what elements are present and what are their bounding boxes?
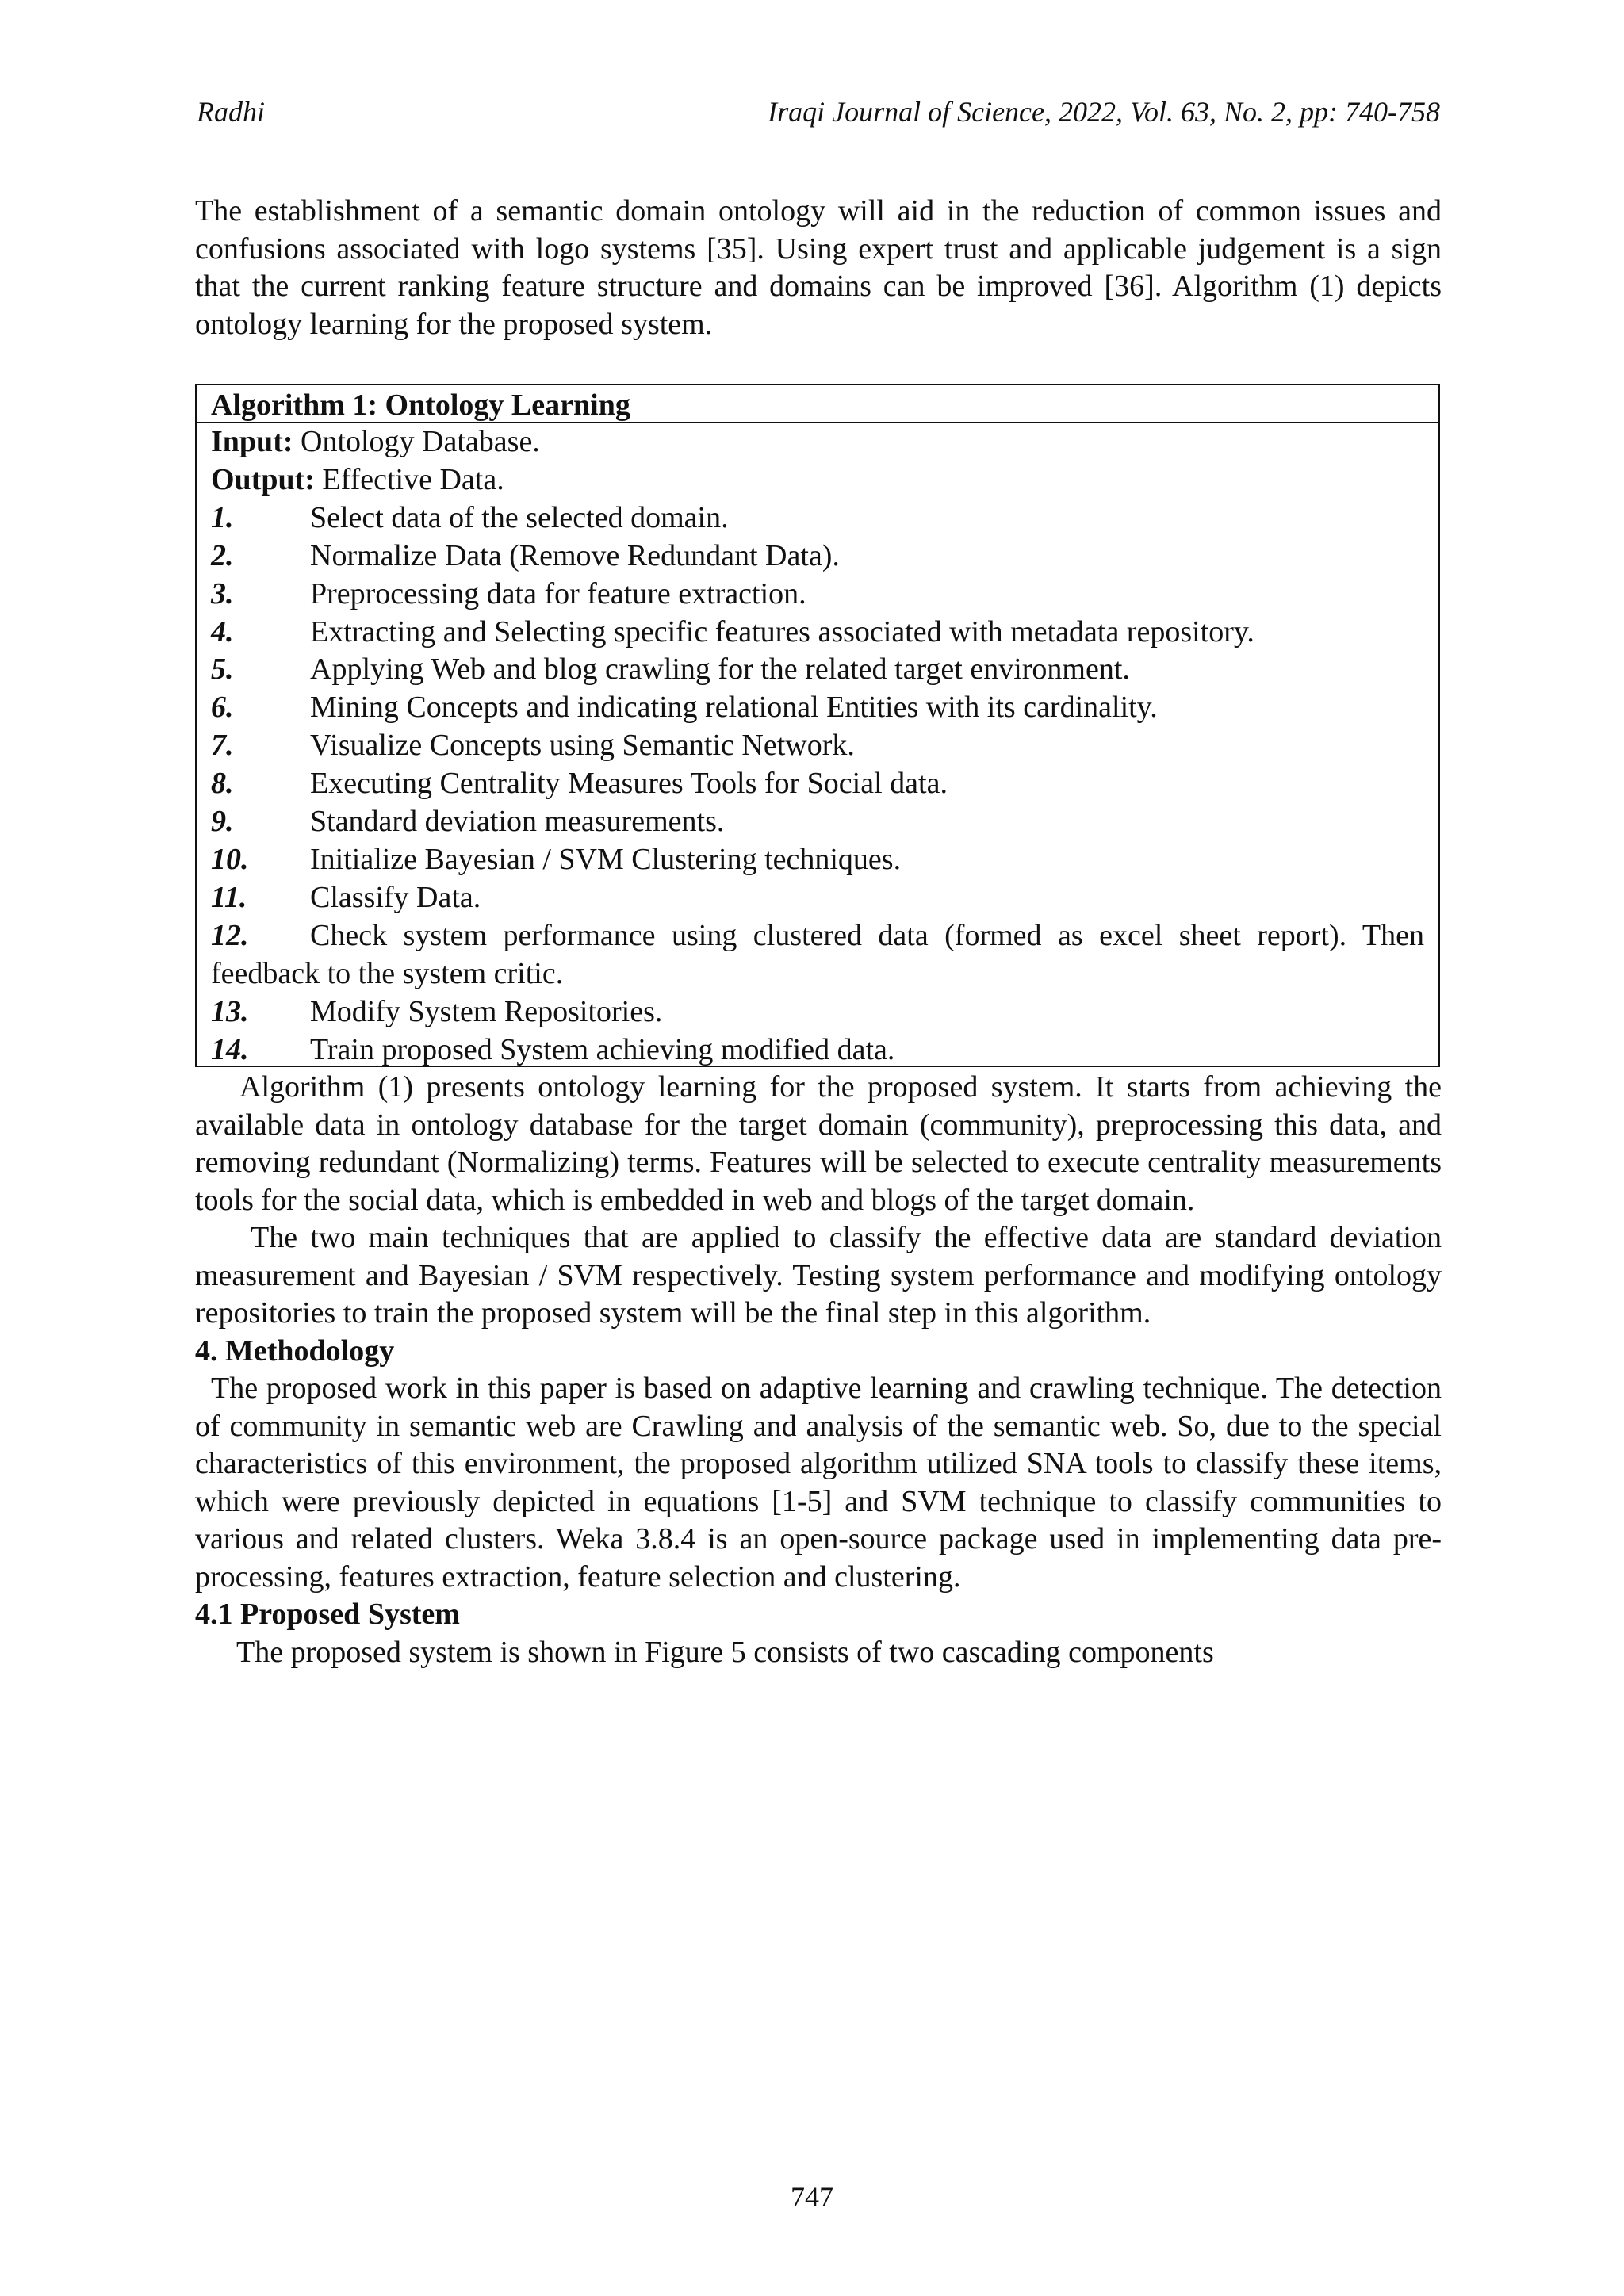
algorithm-body	[197, 423, 1438, 1069]
algorithm-step-text: Train proposed System achieving modified data.	[310, 1032, 895, 1066]
algorithm-step	[211, 917, 1424, 993]
algorithm-step	[211, 879, 1424, 917]
algorithm-step	[211, 499, 1424, 538]
algorithm-step	[211, 1031, 1424, 1070]
algorithm-step-number: 2.	[211, 538, 234, 572]
proposed-system-paragraph: The proposed system is shown in Figure 5 consists of two cascading components	[236, 1635, 1214, 1669]
algorithm-step-number: 14.	[211, 1032, 249, 1066]
algorithm-step-text: Modify System Repositories.	[310, 994, 663, 1028]
algorithm-output	[211, 461, 1424, 499]
algorithm-step-text: Standard deviation measurements.	[310, 805, 725, 839]
algorithm-step-number: 6.	[211, 691, 234, 725]
algorithm-input	[211, 423, 1424, 461]
intro-paragraph: The establishment of a semantic domain ontology will aid in the reduction of common issues and confusions associated with logo systems [35]. Using expert trust and applicable judgement is a sign that the current ranking feature structure and domains can be improved [36]. Algorithm (1) depicts ontology learning for the proposed system.	[195, 194, 1442, 341]
input-value: Ontology Database.	[293, 425, 540, 458]
algorithm-step-number: 1.	[211, 500, 234, 534]
algorithm-step-text: Initialize Bayesian / SVM Clustering techniques.	[310, 842, 902, 876]
body-section	[195, 1069, 1442, 1671]
algorithm-step-text: Mining Concepts and indicating relational Entities with its cardinality.	[310, 691, 1158, 725]
running-header-author: Radhi	[197, 96, 265, 128]
algorithm-step-number: 8.	[211, 767, 234, 801]
intro-section	[195, 193, 1442, 343]
algorithm-step-number: 4.	[211, 614, 234, 649]
output-value: Effective Data.	[314, 462, 504, 496]
running-header-journal: Iraqi Journal of Science, 2022, Vol. 63, No. 2, pp: 740-758	[768, 96, 1440, 128]
algorithm-step-number: 5.	[211, 652, 234, 687]
algorithm-step-text: Classify Data.	[310, 880, 481, 914]
methodology-heading: 4. Methodology	[195, 1334, 395, 1368]
algorithm-step-number: 11.	[211, 880, 247, 914]
algorithm-step	[211, 727, 1424, 765]
algorithm-step	[211, 538, 1424, 576]
page-number: 747	[791, 2181, 833, 2213]
algorithm-step-text: Check system performance using clustered data (formed as excel sheet report). Then feedback to the system critic.	[211, 918, 1424, 990]
algorithm-box	[195, 384, 1440, 1067]
algorithm-step	[211, 614, 1424, 652]
algorithm-title: Algorithm 1: Ontology Learning	[197, 385, 1438, 423]
algorithm-step-number: 7.	[211, 729, 234, 763]
algorithm-step	[211, 993, 1424, 1031]
input-label: Input:	[211, 425, 293, 458]
algorithm-step-text: Select data of the selected domain.	[310, 500, 729, 534]
algorithm-step-number: 9.	[211, 805, 234, 839]
methodology-paragraph: The proposed work in this paper is based on adaptive learning and crawling technique. The detection of community in semantic web are Crawling and analysis of the semantic web. So, due to the special characteristics of this environment, the proposed algorithm utilized SNA tools to classify these items, which were previously depicted in equations [1-5] and SVM technique to classify communities to various and related clusters. Weka 3.8.4 is an open-source package used in implementing data pre-processing, features extraction, feature selection and clustering.	[195, 1372, 1442, 1594]
algorithm-step-number: 12.	[211, 918, 249, 952]
algorithm-step-text: Extracting and Selecting specific features associated with metadata repository.	[310, 614, 1254, 649]
algorithm-step-text: Normalize Data (Remove Redundant Data).	[310, 538, 840, 572]
algorithm-step-text: Visualize Concepts using Semantic Network.	[310, 729, 855, 763]
algorithm-step	[211, 651, 1424, 689]
algorithm-step-number: 10.	[211, 842, 249, 876]
algorithm-steps	[211, 499, 1424, 1070]
techniques-paragraph: The two main techniques that are applied to classify the effective data are standard deviation measurement and Bayesian / SVM respectively. Testing system performance and modifying ontology repositories to train the proposed system will be the final step in this algorithm.	[195, 1221, 1442, 1330]
algorithm-step-number: 13.	[211, 994, 249, 1028]
output-label: Output:	[211, 462, 315, 496]
algorithm-step	[211, 689, 1424, 727]
algorithm-step-number: 3.	[211, 576, 234, 610]
algorithm-step	[211, 803, 1424, 841]
algorithm-step-text: Executing Centrality Measures Tools for Social data.	[310, 767, 948, 801]
algorithm-step	[211, 576, 1424, 614]
proposed-system-heading: 4.1 Proposed System	[195, 1598, 460, 1631]
algorithm-step-text: Preprocessing data for feature extraction.	[310, 576, 806, 610]
algorithm-step	[211, 765, 1424, 803]
algorithm-step	[211, 841, 1424, 879]
algorithm-step-text: Applying Web and blog crawling for the related target environment.	[310, 652, 1130, 687]
algorithm-description-paragraph: Algorithm (1) presents ontology learning for the proposed system. It starts from achieving the available data in ontology database for the target domain (community), preprocessing this data, and removing redundant (Normalizing) terms. Features will be selected to execute centrality measurements tools for the social data, which is embedded in web and blogs of the target domain.	[195, 1070, 1442, 1217]
